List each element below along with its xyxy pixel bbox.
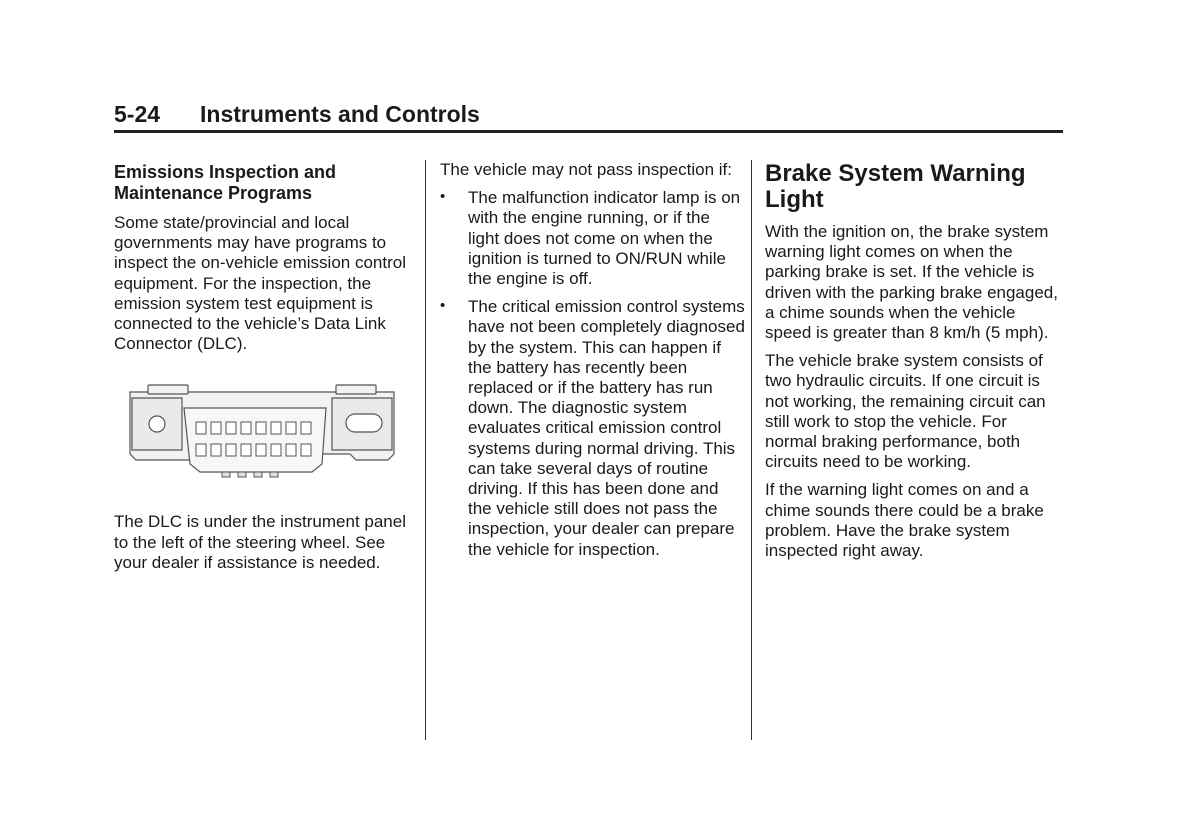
- brake-paragraph-2: The vehicle brake system consists of two hydraulic circuits. If one circuit is not working, the remaining circuit can still work to stop the vehicle. For normal braking performance, both circuits need to be working.: [765, 351, 1046, 472]
- brake-warning-heading: Brake System Warning Light: [765, 160, 1026, 213]
- emissions-heading: Emissions Inspection and Maintenance Programs: [114, 162, 337, 203]
- page-header: [114, 100, 1063, 133]
- column-divider-right: [751, 160, 752, 740]
- bullet-icon: •: [440, 297, 446, 315]
- column-left: [114, 160, 414, 581]
- bullet-icon: •: [440, 188, 446, 206]
- inspection-bullet-list: [440, 188, 745, 560]
- list-item-text: The critical emission control systems have not been completely diagnosed by the system. This can happen if the battery has recently been replaced or if the battery has run down. The diagnostic system evaluates critical emission control systems during normal driving. This can take several days of routine driving. If this has been done and the vehicle still does not pass the inspection, your dealer can prepare the vehicle for inspection.: [468, 297, 745, 559]
- column-right: [765, 160, 1063, 569]
- column-middle: [440, 160, 745, 568]
- brake-paragraph-1: With the ignition on, the brake system warning light comes on when the parking brake is set. If the vehicle is driven with the parking brake engaged, a chime sounds when the vehicle speed is greater than 8 km/h (5 mph).: [765, 222, 1058, 343]
- dlc-location-paragraph: The DLC is under the instrument panel to the left of the steering wheel. See your dealer if assistance is needed.: [114, 512, 406, 572]
- list-item-text: The malfunction indicator lamp is on with the engine running, or if the light does not come on when the ignition is turned to ON/RUN while the engine is off.: [468, 188, 741, 289]
- emissions-paragraph-1: Some state/provincial and local governments may have programs to inspect the on-vehicle emission control equipment. For the inspection, the emission system test equipment is connected to the vehicle’s Data Link Connector (DLC).: [114, 213, 406, 354]
- page-number: 5-24: [114, 101, 161, 127]
- brake-paragraph-3: If the warning light comes on and a chime sounds there could be a brake problem. Have the brake system inspected right away.: [765, 480, 1044, 561]
- section-title: Instruments and Controls: [200, 101, 480, 127]
- dlc-connector-icon: [126, 384, 398, 484]
- column-divider-left: [425, 160, 426, 740]
- list-item: [440, 188, 745, 289]
- list-item: [440, 297, 745, 560]
- inspection-intro: The vehicle may not pass inspection if:: [440, 160, 732, 179]
